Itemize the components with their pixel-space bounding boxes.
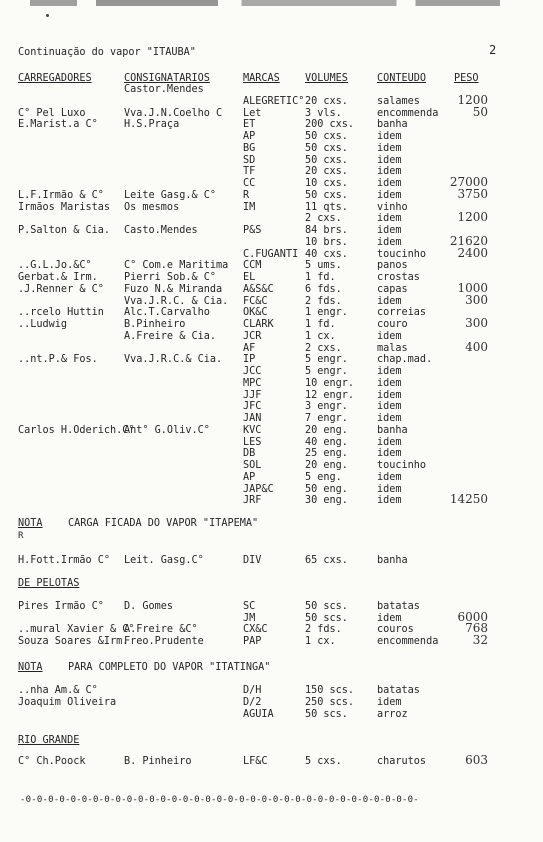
column-header-weight: PESO (454, 73, 479, 84)
volume-cell: 5 engr. (305, 366, 348, 377)
volume-cell: 3 engr. (305, 401, 348, 413)
consignee-cell: Pierri Sob.& C° (124, 272, 217, 283)
weight-cell: 50 (472, 104, 488, 119)
content-cell: batatas (377, 601, 420, 612)
content-cell: banha (377, 424, 408, 436)
mark-cell: SD (243, 154, 256, 166)
mark-cell: ALEGRETIC° (243, 95, 305, 107)
mark-cell: DB (243, 448, 256, 460)
content-cell: idem (377, 142, 402, 154)
shipper-cell: L.F.Irmão & C° (18, 189, 104, 201)
consignee-cell: A.Freire &C° (124, 624, 198, 635)
mark-cell: JJF (243, 389, 262, 401)
nota1-label: NOTA (18, 518, 43, 529)
weight-cell: 3750 (457, 186, 488, 201)
volume-cell: 40 eng. (305, 436, 348, 448)
volume-cell: 84 brs. (305, 225, 348, 236)
shipper-cell: C° Ch.Poock (18, 756, 86, 767)
mark-cell: P&S (243, 225, 262, 236)
volume-cell: 150 scs. (305, 685, 355, 696)
shipper-cell: C° Pel Luxo (18, 107, 86, 119)
mark-cell: ET (243, 119, 256, 131)
mark-cell: JAP&C (243, 483, 274, 495)
volume-cell: 1 fd. (305, 319, 336, 330)
content-cell: idem (377, 131, 402, 142)
consignee-cell: Leit. Gasg.C° (124, 555, 204, 566)
shipper-cell: P.Salton & Cia. (18, 225, 111, 236)
volume-cell: 1 engr. (305, 307, 348, 319)
content-cell: idem (377, 166, 402, 178)
nota1-text: CARGA FICADA DO VAPOR "ITAPEMA" (68, 518, 259, 529)
volume-cell: 25 eng. (305, 448, 348, 460)
consignee-cell: Vva.J.N.Coelho C (124, 107, 223, 119)
content-cell: idem (377, 236, 402, 248)
volume-cell: 2 cxs. (305, 342, 342, 354)
consignee-cell: B.Pinheiro (124, 319, 186, 330)
content-cell: crostas (377, 272, 420, 283)
mark-cell: FC&C (243, 295, 268, 307)
volume-cell: 12 engr. (305, 389, 355, 401)
weight-cell: 300 (465, 292, 488, 307)
weight-cell: 768 (465, 621, 488, 635)
mark-cell: JCR (243, 330, 262, 342)
volume-cell: 50 scs. (305, 709, 348, 720)
volume-cell: 50 cxs. (305, 131, 348, 142)
volume-cell: 2 fds. (305, 295, 342, 307)
volume-cell: 200 cxs. (305, 119, 355, 131)
scan-edge-artifact (30, 0, 500, 6)
volume-cell: 6 fds. (305, 283, 342, 295)
content-cell: malas (377, 342, 408, 354)
mark-cell: TF (243, 166, 256, 178)
content-cell: idem (377, 697, 402, 708)
volume-cell: 50 scs. (305, 601, 348, 612)
mark-cell: CCM (243, 260, 262, 272)
mark-cell: SC (243, 601, 256, 612)
content-cell: idem (377, 389, 402, 401)
content-cell: encommenda (377, 107, 439, 119)
volume-cell: 1 cx. (305, 635, 336, 647)
mark-cell: CC (243, 178, 256, 189)
shipper-cell: E.Marist.a C° (18, 119, 98, 131)
volume-cell: 20 eng. (305, 460, 348, 471)
consignee-cell: Vva.J.R.C. & Cia. (124, 295, 229, 307)
nota2-text: PARA COMPLETO DO VAPOR "ITATINGA" (68, 662, 271, 673)
content-cell: vinho (377, 201, 408, 213)
content-cell: couro (377, 319, 408, 330)
mark-cell: IM (243, 201, 256, 213)
page-number: 2 (489, 43, 497, 57)
volume-cell: 40 cxs. (305, 248, 348, 260)
mark-cell: IP (243, 354, 256, 366)
consignee-cell: A.Freire & Cia. (124, 330, 217, 342)
volume-cell: 30 eng. (305, 495, 348, 507)
weight-cell: 1200 (457, 210, 488, 225)
consignee-cell: C° Com.e Maritima (124, 260, 229, 272)
volume-cell: 3 vls. (305, 107, 342, 119)
mark-cell: AP (243, 131, 256, 142)
content-cell: idem (377, 413, 402, 424)
volume-cell: 50 eng. (305, 483, 348, 495)
shipper-cell: Joaquim Oliveira (18, 697, 117, 708)
volume-cell: 1 fd. (305, 272, 336, 283)
mark-cell: LES (243, 436, 262, 448)
mark-cell: AGUIA (243, 709, 274, 720)
mark-cell: JAN (243, 413, 262, 424)
shipper-cell: ..nha Am.& C° (18, 685, 98, 696)
content-cell: idem (377, 225, 402, 236)
footer-border: -0-0-0-0-0-0-0-0-0-0-0-0-0-0-0-0-0-0-0-0-0-0-0-0-0-0-0-0-0-0-0-0-0-0-0- (20, 795, 419, 805)
mark-cell: DIV (243, 555, 262, 566)
mark-cell: D/2 (243, 697, 262, 708)
volume-cell: 11 qts. (305, 201, 348, 213)
mark-cell: AF (243, 342, 256, 354)
mark-cell: OK&C (243, 307, 268, 319)
nota2-label: NOTA (18, 662, 43, 673)
volume-cell: 5 ums. (305, 260, 342, 272)
content-cell: banha (377, 555, 408, 566)
content-cell: chap.mad. (377, 354, 433, 366)
mark-cell: SOL (243, 460, 262, 471)
volume-cell: 10 cxs. (305, 178, 348, 189)
mark-cell: D/H (243, 685, 262, 696)
mark-cell: CX&C (243, 624, 268, 635)
volume-cell: 50 cxs. (305, 142, 348, 154)
volume-cell: 5 cxs. (305, 756, 342, 767)
content-cell: encommenda (377, 635, 439, 647)
column-header-consignees: CONSIGNATARIOS (124, 73, 210, 84)
mark-cell: LF&C (243, 756, 268, 767)
mark-cell: JM (243, 612, 256, 624)
content-cell: idem (377, 483, 402, 495)
weight-cell: 400 (465, 339, 488, 354)
consignee-cell: Vva.J.R.C.& Cia. (124, 354, 223, 366)
volume-cell: 1 cx. (305, 330, 336, 342)
consignee-cell: Leite Gasg.& C° (124, 189, 217, 201)
shipper-cell: ..G.L.Jo.&C° (18, 260, 92, 272)
volume-cell: 7 engr. (305, 413, 348, 424)
nota1-mark: R (18, 531, 24, 541)
weight-cell: 32 (472, 632, 488, 647)
mark-cell: CLARK (243, 319, 274, 330)
volume-cell: 50 cxs. (305, 154, 348, 166)
mark-cell: PAP (243, 635, 262, 647)
volume-cell: 2 cxs. (305, 213, 342, 225)
shipper-cell: ..rcelo Huttin (18, 307, 104, 319)
column-header-volumes: VOLUMES (305, 73, 348, 84)
consignee-cell: H.S.Praça (124, 119, 180, 131)
shipper-cell: Gerbat.& Irm. (18, 272, 98, 283)
volume-cell: 2 fds. (305, 624, 342, 635)
content-cell: idem (377, 154, 402, 166)
mark-cell: KVC (243, 424, 262, 436)
content-cell: toucinho (377, 460, 427, 471)
volume-cell: 20 cxs. (305, 166, 348, 178)
ink-dot (46, 14, 49, 17)
shipper-cell: Carlos H.Oderich.C° (18, 424, 135, 436)
mark-cell: EL (243, 272, 256, 283)
content-cell: idem (377, 495, 402, 507)
content-cell: couros (377, 624, 414, 635)
consignee-cell: Os mesmos (124, 201, 180, 213)
weight-cell: 300 (465, 316, 488, 330)
weight-cell: 1200 (457, 92, 488, 107)
content-cell: idem (377, 471, 402, 483)
shipper-cell: ..mural Xavier & C° (18, 624, 135, 635)
content-cell: idem (377, 448, 402, 460)
consignee-cell: Freo.Prudente (124, 635, 204, 647)
shipper-cell: ..Ludwig (18, 319, 68, 330)
content-cell: idem (377, 366, 402, 377)
content-cell: idem (377, 295, 402, 307)
volume-cell: 5 engr. (305, 354, 348, 366)
volume-cell: 50 scs. (305, 612, 348, 624)
content-cell: idem (377, 377, 402, 389)
mark-cell: JFC (243, 401, 262, 413)
shipper-cell: Souza Soares &Irm. (18, 635, 129, 647)
content-cell: idem (377, 330, 402, 342)
mark-cell: MPC (243, 377, 262, 389)
content-cell: idem (377, 436, 402, 448)
content-cell: correias (377, 307, 427, 319)
shipper-cell: ..nt.P.& Fos. (18, 354, 98, 366)
volume-cell: 20 cxs. (305, 95, 348, 107)
content-cell: charutos (377, 756, 427, 767)
weight-cell: 2400 (457, 245, 488, 260)
consignee-cell: Fuzo N.& Miranda (124, 283, 223, 295)
content-cell: idem (377, 178, 402, 189)
consignee-cell: D. Gomes (124, 601, 174, 612)
mark-cell: C.FUGANTI (243, 248, 299, 260)
weight-cell: 6000 (457, 609, 488, 624)
volume-cell: 50 cxs. (305, 189, 348, 201)
content-cell: toucinho (377, 248, 427, 260)
consignee-cell: Castor.Mendes (124, 84, 204, 95)
shipper-cell: Irmãos Maristas (18, 201, 111, 213)
weight-cell: 21620 (449, 233, 488, 248)
consignee-cell: Casto.Mendes (124, 225, 198, 236)
column-header-marks: MARCAS (243, 73, 280, 84)
volume-cell: 10 engr. (305, 377, 355, 389)
volume-cell: 20 eng. (305, 424, 348, 436)
mark-cell: BG (243, 142, 256, 154)
content-cell: capas (377, 283, 408, 295)
weight-cell: 14250 (449, 492, 488, 507)
content-cell: idem (377, 189, 402, 201)
riogrande-label: RIO GRANDE (18, 735, 80, 746)
content-cell: panos (377, 260, 408, 272)
weight-cell: 603 (465, 753, 488, 767)
column-header-shippers: CARREGADORES (18, 73, 92, 84)
content-cell: idem (377, 213, 402, 225)
content-cell: banha (377, 119, 408, 131)
weight-cell: 1000 (457, 280, 488, 295)
mark-cell: R (243, 189, 250, 201)
consignee-cell: Alc.T.Carvalho (124, 307, 210, 319)
consignee-cell: Ant° G.Oliv.C° (124, 424, 210, 436)
mark-cell: JCC (243, 366, 262, 377)
column-header-contents: CONTEUDO (377, 73, 427, 84)
content-cell: arroz (377, 709, 408, 720)
mark-cell: A&S&C (243, 283, 274, 295)
mark-cell: AP (243, 471, 256, 483)
shipper-cell: .J.Renner & C° (18, 283, 104, 295)
content-cell: idem (377, 612, 402, 624)
content-cell: batatas (377, 685, 420, 696)
mark-cell: Let (243, 107, 262, 119)
page-title: Continuação do vapor "ITAUBA" (18, 47, 196, 58)
shipper-cell: Pires Irmão C° (18, 601, 104, 612)
content-cell: salames (377, 95, 420, 107)
volume-cell: 10 brs. (305, 236, 348, 248)
volume-cell: 5 eng. (305, 471, 342, 483)
volume-cell: 250 scs. (305, 697, 355, 708)
volume-cell: 65 cxs. (305, 555, 348, 566)
weight-cell: 27000 (449, 175, 488, 189)
shipper-cell: H.Fott.Irmão C° (18, 555, 111, 566)
pelotas-label: DE PELOTAS (18, 578, 80, 589)
mark-cell: JRF (243, 495, 262, 507)
consignee-cell: B. Pinheiro (124, 756, 192, 767)
content-cell: idem (377, 401, 402, 413)
